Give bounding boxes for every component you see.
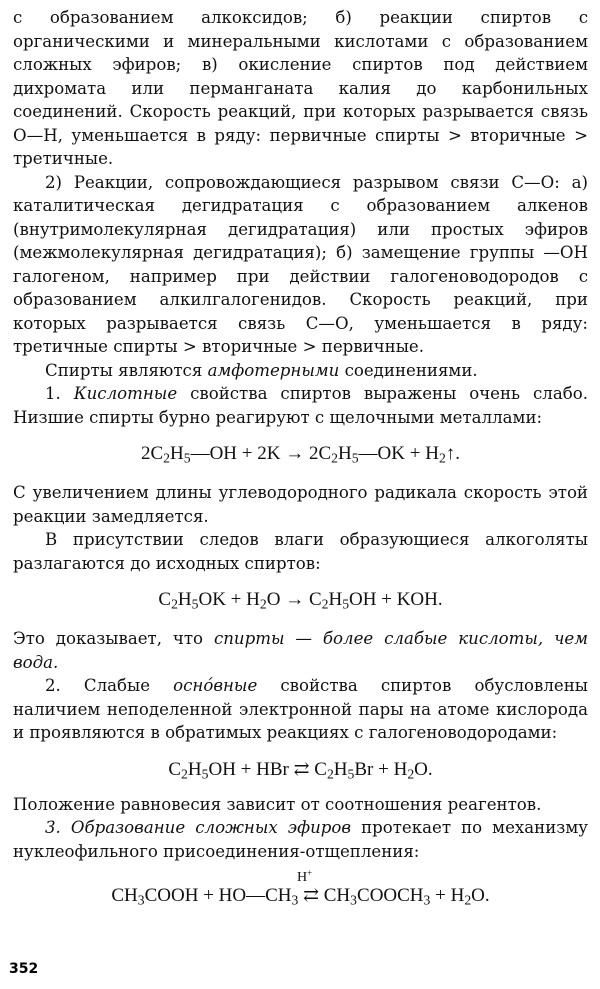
paragraph-oh-cleavage-continued: с образованием алкоксидов; б) реакции спиртов с органическими и минеральными кислотами с образованием сложных эфиров; в) окисление спиртов под действием дихромата или перманганата калия до карбонильных соединений. Скорость реакций, при которых разрывается связь О—Н, уменьшается в ряду: первичные спирты > вторичные > третичные. — [13, 8, 588, 168]
paragraph-acidic-properties: 1. Кислотные свойства спиртов выражены очень слабо. Низшие спирты бурно реагируют с щелочными металлами: — [13, 384, 589, 427]
equation-ethanol-hbr: $C_2H_5OH$ + HBr ⇄ $C_2H_5Br + H_2O$. — [168, 758, 433, 781]
paragraph-equilibrium: Положение равновесия зависит от соотношения реагентов. — [13, 794, 542, 814]
paragraph-radical-length: С увеличением длины углеводородного радикала скорость этой реакции замедляется. — [13, 483, 588, 526]
paragraph-co-cleavage: 2) Реакции, сопровождающиеся разрывом связи С—О: а) каталитическая дегидратация с образованием алкенов (внутримолекулярная дегидратация) или простых эфиров (межмолекулярная дегидратация); б) замещение группы —ОН галогеном, например при действии галогеноводородов с образованием алкилгалогенидов. Скорость реакций, при которых разрывается связь С—О, уменьшается в ряду: третичные спирты > вторичные > первичные. — [13, 172, 588, 356]
paragraph-esterification: 3. Образование сложных эфиров протекает по механизму нуклеофильного присоединения-отщепления: — [13, 818, 588, 861]
equation-ethoxide-hydrolysis: $C_2H_5OK + H_2O \to C_2H_5OH$ + KOH. — [158, 589, 443, 612]
equation-ethanol-potassium: $2C_2H_5—OH + 2K$ → $2C_2H_5—OK$ + $H_2↑$. — [140, 443, 461, 466]
page-number: 352 — [9, 961, 39, 977]
paragraph-amphoteric: Спирты являются амфотерными соединениями. — [45, 360, 478, 380]
basic-term: оснóвные — [173, 676, 258, 695]
equation-esterification: H+ $CH_3COOH$ + $HO—CH_3$ ⇄ $CH_3COOCH_3 + H_2O$. — [13, 883, 588, 909]
paragraph-weaker-acids: Это доказывает, что спирты — более слабые кислоты, чем вода. — [13, 629, 588, 672]
paragraph-moisture: В присутствии следов влаги образующиеся алкоголяты разлагаются до исходных спиртов: — [13, 530, 588, 573]
esterification-term: 3. Образование сложных эфиров — [45, 818, 352, 837]
weaker-acids-statement: спирты — более слабые кислоты, чем вода. — [13, 629, 588, 672]
catalyst-label: H+ — [297, 868, 313, 885]
paragraph-basic-properties: 2. Слабые оснóвные свойства спиртов обусловлены наличием неподеленной электронной пары на атоме кислорода и проявляются в обратимых реакциях с галогеноводородами: — [13, 676, 588, 742]
acidic-term: Кислотные — [73, 384, 178, 403]
amphoteric-term: амфотерными — [207, 360, 340, 380]
